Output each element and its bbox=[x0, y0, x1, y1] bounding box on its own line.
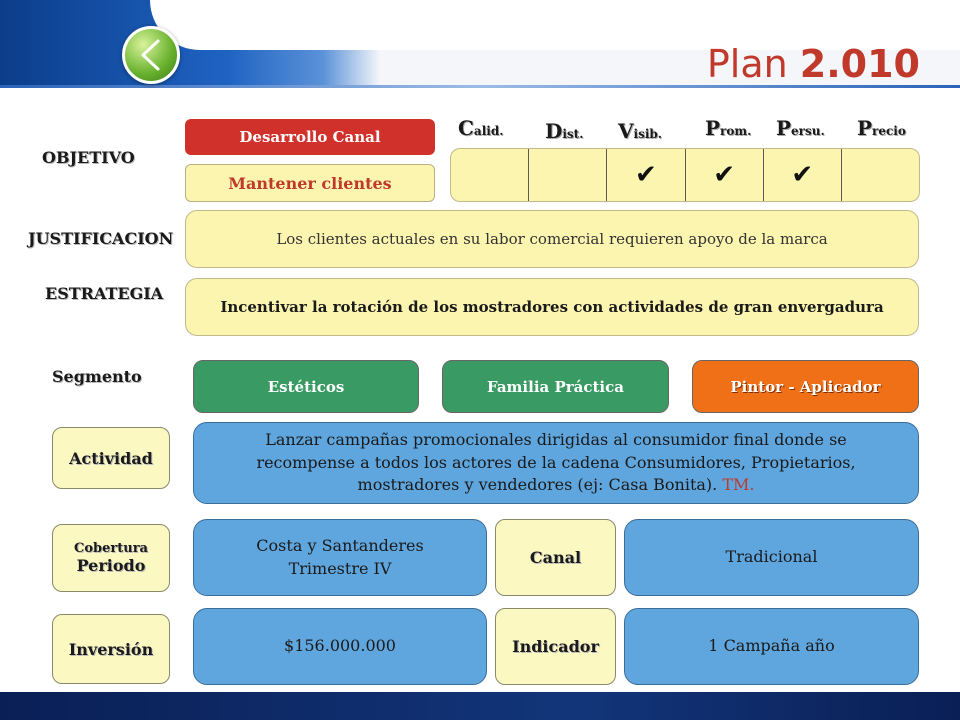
actividad-text: Lanzar campañas promocionales dirigidas al consumidor final donde se recompense a todos los actores de la cadena Consumidores, Propietarios, mostradores y vendedores (ej: Casa Bonita). bbox=[256, 430, 856, 495]
cobertura-label-box bbox=[52, 524, 170, 592]
actividad-label: Actividad bbox=[69, 448, 153, 468]
objetivo-secondary-pill: Mantener clientes bbox=[185, 164, 435, 202]
criteria-cell-calid bbox=[451, 149, 529, 201]
checkmark-icon: ✔ bbox=[635, 160, 657, 190]
segment-familia-practica[interactable]: Familia Práctica bbox=[442, 360, 669, 413]
criteria-cell-persu bbox=[764, 149, 842, 201]
canal-value: Tradicional bbox=[725, 547, 818, 567]
inversion-label: Inversión bbox=[68, 639, 154, 659]
justificacion-box: Los clientes actuales en su labor comercial requieren apoyo de la marca bbox=[185, 210, 919, 268]
objetivo-label: OBJETIVO bbox=[42, 148, 135, 167]
checkmark-icon: ✔ bbox=[713, 160, 735, 190]
actividad-text-wrapper bbox=[220, 429, 892, 496]
criteria-cell-dist bbox=[529, 149, 607, 201]
periodo-label: Periodo bbox=[76, 556, 146, 575]
segment-esteticos[interactable]: Estéticos bbox=[193, 360, 419, 413]
criteria-header-calid: Calid. bbox=[458, 116, 504, 140]
cobertura-label: Cobertura bbox=[74, 541, 148, 556]
canal-label: Canal bbox=[529, 548, 582, 567]
criteria-check-row bbox=[450, 148, 920, 202]
canal-label-box bbox=[495, 519, 616, 596]
actividad-suffix: TM. bbox=[722, 475, 755, 495]
criteria-cell-precio bbox=[842, 149, 919, 201]
estrategia-box: Incentivar la rotación de los mostradores con actividades de gran envergadura bbox=[185, 278, 919, 336]
indicador-label-box bbox=[495, 608, 616, 685]
criteria-header-visib: Visib. bbox=[618, 119, 662, 143]
inversion-label-box bbox=[52, 614, 170, 684]
page-title-prefix: Plan bbox=[706, 42, 788, 86]
chevron-left-icon bbox=[136, 38, 166, 72]
indicador-value: 1 Campaña año bbox=[708, 636, 835, 656]
actividad-label-box bbox=[52, 427, 170, 489]
inversion-box bbox=[193, 608, 487, 685]
checkmark-icon: ✔ bbox=[791, 160, 814, 190]
estrategia-label: ESTRATEGIA bbox=[45, 284, 164, 303]
segmento-label: Segmento bbox=[52, 367, 142, 386]
page-title bbox=[707, 42, 920, 86]
cobertura-line2: Trimestre IV bbox=[288, 558, 392, 578]
segment-pintor-aplicador[interactable]: Pintor - Aplicador bbox=[692, 360, 919, 413]
criteria-cell-prom bbox=[686, 149, 764, 201]
criteria-header-prom: Prom. bbox=[705, 116, 752, 140]
page-title-number: 2.010 bbox=[799, 42, 920, 86]
indicador-value-box bbox=[624, 608, 919, 685]
criteria-header-dist: Dist. bbox=[545, 119, 584, 143]
footer-band bbox=[0, 692, 960, 720]
back-button[interactable] bbox=[122, 26, 180, 84]
criteria-header-persu: Persu. bbox=[776, 116, 825, 140]
actividad-box bbox=[193, 422, 919, 504]
criteria-cell-visib bbox=[607, 149, 685, 201]
cobertura-line1: Costa y Santanderes bbox=[256, 536, 424, 556]
canal-value-box bbox=[624, 519, 919, 596]
inversion-value: $156.000.000 bbox=[284, 636, 396, 656]
cobertura-box bbox=[193, 519, 487, 596]
criteria-header-precio: Precio bbox=[857, 116, 906, 140]
indicador-label: Indicador bbox=[512, 637, 599, 656]
objetivo-primary-pill: Desarrollo Canal bbox=[185, 119, 435, 155]
justificacion-label: JUSTIFICACION bbox=[28, 229, 174, 248]
